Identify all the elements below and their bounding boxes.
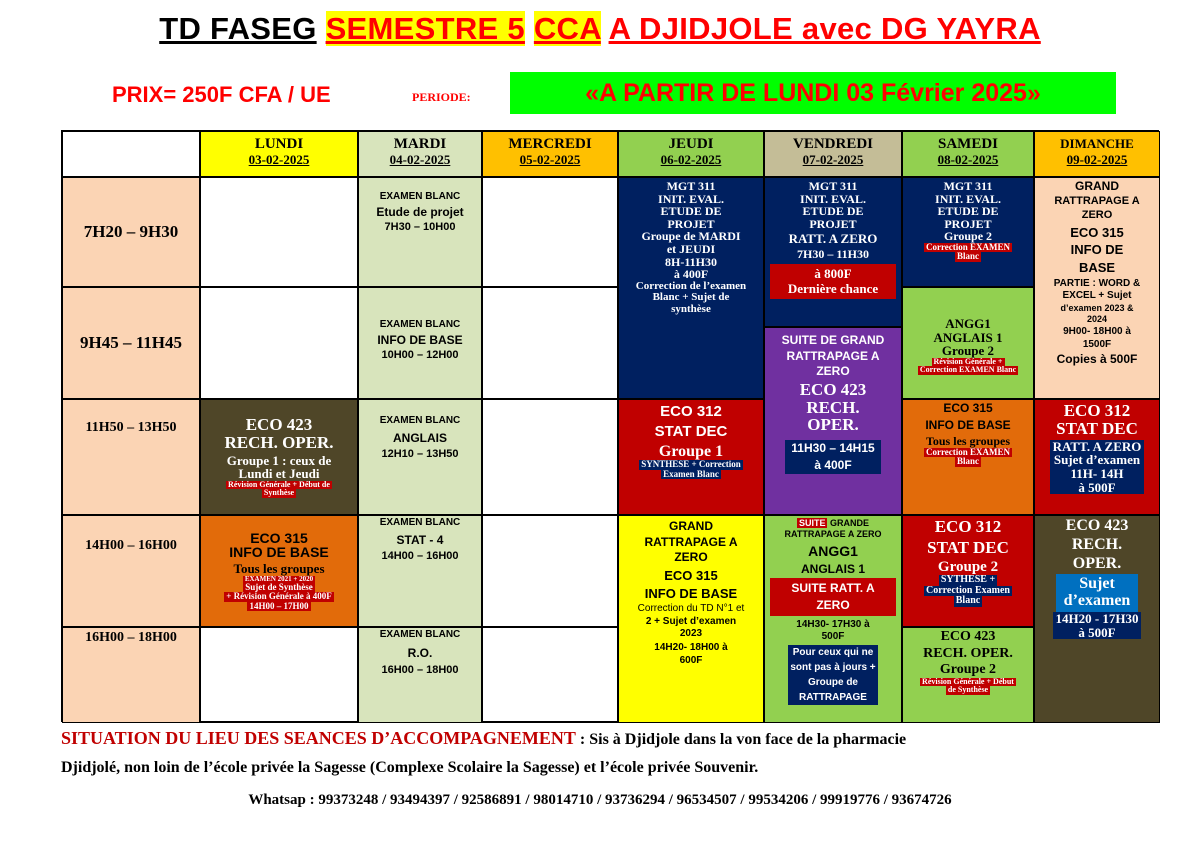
start-date-banner: «A PARTIR DE LUNDI 03 Février 2025» <box>510 72 1116 114</box>
day-header-mardi: MARDI 04-02-2025 <box>358 131 482 177</box>
lundi-eco423: ECO 423 RECH. OPER. Groupe 1 : ceux de Lundi et Jeudi Révision Générale + Début de Synthèse <box>200 399 358 515</box>
mardi-examen-1: EXAMEN BLANC Etude de projet 7H30 – 10H00 <box>358 177 482 287</box>
title-semestre: SEMESTRE 5 <box>325 11 525 46</box>
location-info <box>61 724 1181 782</box>
mardi-examen-4: EXAMEN BLANC STAT - 4 14H00 – 16H00 <box>358 515 482 627</box>
location-sis: : Sis à Djidjole dans la von face de la pharmacie <box>575 731 907 748</box>
day-header-jeudi: JEUDI 06-02-2025 <box>618 131 764 177</box>
day-header-samedi: SAMEDI 08-02-2025 <box>902 131 1034 177</box>
mardi-examen-3: EXAMEN BLANC ANGLAIS 12H10 – 13H50 <box>358 399 482 515</box>
vendredi-mgt311: MGT 311 INIT. EVAL. ETUDE DE PROJET RATT. A ZERO 7H30 – 11H30 à 800F Dernière chance <box>764 177 902 327</box>
timetable <box>61 130 1159 722</box>
mercredi-slot-1 <box>482 177 618 287</box>
jeudi-eco312: ECO 312 STAT DEC Groupe 1 SYNTHESE + Correction Examen Blanc <box>618 399 764 515</box>
time-slot-1: 7H20 – 9H30 <box>62 177 200 287</box>
mercredi-slot-4 <box>482 515 618 627</box>
lundi-eco315: ECO 315 INFO DE BASE Tous les groupes EXAMEN 2021 + 2020 Sujet de Synthèse + Révision Générale à 400F 14H00 – 17H00 <box>200 515 358 627</box>
mercredi-slot-2 <box>482 287 618 399</box>
mercredi-slot-5 <box>482 627 618 723</box>
vendredi-angg1: SUITE GRANDE RATTRAPAGE A ZERO ANGG1 ANGLAIS 1 SUITE RATT. A ZERO 14H30- 17H30 à 500F Pour ceux qui ne sont pas à jours + Groupe de RATTRAPAGE <box>764 515 902 723</box>
location-heading: SITUATION DU LIEU DES SEANCES D’ACCOMPAGNEMENT <box>61 728 576 748</box>
jeudi-mgt311: MGT 311 INIT. EVAL. ETUDE DE PROJET Groupe de MARDI et JEUDI 8H-11H30 à 400F Correction de l’examen Blanc + Sujet de synthèse <box>618 177 764 399</box>
title-td-faseg: TD FASEG <box>159 11 317 46</box>
dimanche-eco312: ECO 312 STAT DEC RATT. A ZERO Sujet d’examen 11H- 14H à 500F <box>1034 399 1160 515</box>
samedi-angg1: ANGG1 ANGLAIS 1 Groupe 2 Révision Générale + Correction EXAMEN Blanc <box>902 287 1034 399</box>
corner-cell <box>62 131 200 177</box>
time-slot-3: 11H50 – 13H50 <box>62 399 200 515</box>
lundi-slot-5 <box>200 627 358 723</box>
mardi-examen-2: EXAMEN BLANC INFO DE BASE 10H00 – 12H00 <box>358 287 482 399</box>
page-title <box>0 8 1200 50</box>
time-slot-5: 16H00 – 18H00 <box>62 627 200 723</box>
dimanche-grand-rattrapage: GRAND RATTRAPAGE A ZERO ECO 315 INFO DE BASE PARTIE : WORD & EXCEL + Sujet d’examen 2023 & 2024 9H00- 18H00 à 1500F Copies à 500F <box>1034 177 1160 399</box>
title-cca: CCA <box>533 11 601 46</box>
samedi-mgt311: MGT 311 INIT. EVAL. ETUDE DE PROJET Groupe 2 Correction EXAMEN Blanc <box>902 177 1034 287</box>
samedi-eco423: ECO 423 RECH. OPER. Groupe 2 Révision Générale + Début de Synthèse <box>902 627 1034 723</box>
dimanche-eco423: ECO 423 RECH. OPER. Sujet d’examen 14H20 - 17H30 à 500F <box>1034 515 1160 723</box>
mardi-examen-5: EXAMEN BLANC R.O. 16H00 – 18H00 <box>358 627 482 723</box>
samedi-eco315: ECO 315 INFO DE BASE Tous les groupes Correction EXAMEN Blanc <box>902 399 1034 515</box>
location-line2: Djidjolé, non loin de l’école privée la Sagesse (Complexe Scolaire la Sagesse) et l’école privée Souvenir. <box>61 759 759 776</box>
time-slot-2: 9H45 – 11H45 <box>62 287 200 399</box>
lundi-slot-1 <box>200 177 358 287</box>
jeudi-grand-rattrapage: GRAND RATTRAPAGE A ZERO ECO 315 INFO DE BASE Correction du TD N°1 et 2 + Sujet d’examen 2023 14H20- 18H00 à 600F <box>618 515 764 723</box>
vendredi-suite-rattrapage: SUITE DE GRAND RATTRAPAGE A ZERO ECO 423 RECH. OPER. 11H30 – 14H15 à 400F <box>764 327 902 515</box>
day-header-lundi: LUNDI 03-02-2025 <box>200 131 358 177</box>
lundi-slot-2 <box>200 287 358 399</box>
day-header-dimanche: DIMANCHE 09-02-2025 <box>1034 131 1160 177</box>
day-header-vendredi: VENDREDI 07-02-2025 <box>764 131 902 177</box>
time-slot-4: 14H00 – 16H00 <box>62 515 200 627</box>
mercredi-slot-3 <box>482 399 618 515</box>
day-header-mercredi: MERCREDI 05-02-2025 <box>482 131 618 177</box>
price-text: PRIX= 250F CFA / UE <box>112 82 331 107</box>
periode-label: PERIODE: <box>412 90 471 104</box>
whatsapp-numbers: Whatsap : 99373248 / 93494397 / 92586891 / 98014710 / 93736294 / 96534507 / 99534206 / 99919776 / 93674726 <box>248 792 952 808</box>
samedi-eco312: ECO 312 STAT DEC Groupe 2 SYTHESE + Correction Examen Blanc <box>902 515 1034 627</box>
title-djidjole: A DJIDJOLE avec DG YAYRA <box>608 11 1041 46</box>
